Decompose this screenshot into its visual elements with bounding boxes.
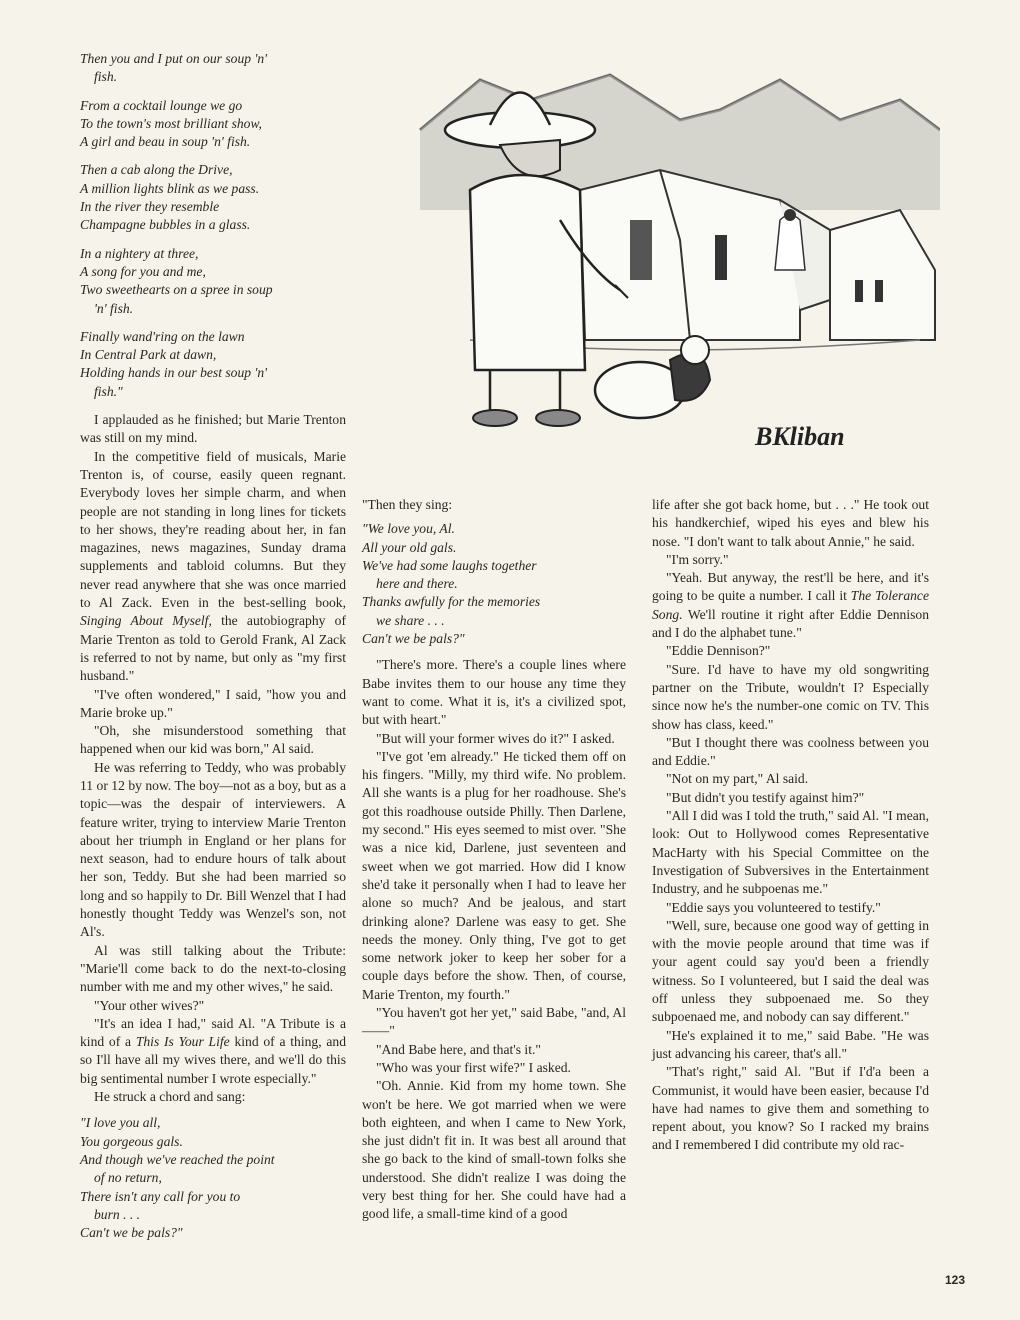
verse-line: And though we've reached the point bbox=[80, 1151, 275, 1167]
paragraph: "There's more. There's a couple lines where Babe invites them to our house any time they want to come. What it is, it's a civilized spot, but with heart." bbox=[362, 657, 626, 728]
verse-stanza bbox=[80, 50, 346, 87]
paragraph: "Your other wives?" bbox=[94, 997, 205, 1013]
verse-line: Then you and I put on our soup 'n' bbox=[80, 51, 268, 66]
verse-stanza bbox=[80, 328, 346, 401]
verse-line: You gorgeous gals. bbox=[80, 1133, 183, 1149]
verse-line: Champagne bubbles in a glass. bbox=[80, 217, 251, 233]
paragraph: "And Babe here, and that's it." bbox=[376, 1041, 541, 1057]
paragraph: "I'm sorry." bbox=[666, 551, 729, 567]
paragraph-text: We'll routine it right after Eddie Dennison and I do the alphabet tune." bbox=[652, 606, 929, 641]
song-lyrics bbox=[80, 1114, 346, 1242]
verse-stanza bbox=[80, 245, 346, 318]
verse-line: Holding hands in our best soup 'n' bbox=[80, 365, 268, 381]
paragraph: I applauded as he finished; but Marie Trenton was still on my mind. bbox=[80, 412, 346, 446]
paragraph: "Who was your first wife?" I asked. bbox=[376, 1059, 571, 1075]
paragraph-text: "It's an idea I had," said Al. "A Tribute is a kind of a bbox=[80, 1015, 346, 1050]
paragraph: He struck a chord and sang: bbox=[94, 1089, 246, 1105]
verse-line: burn . . . bbox=[94, 1206, 141, 1222]
verse-stanza bbox=[80, 161, 346, 234]
paragraph: "Sure. I'd have to have my old songwriting partner on the Tribute, wouldn't I? Especially since now he's the number-one comic on TV. This show has class, keed." bbox=[652, 661, 929, 732]
paragraph bbox=[80, 448, 346, 686]
paragraph: "Eddie says you volunteered to testify." bbox=[666, 899, 881, 915]
verse-line: "We love you, Al. bbox=[362, 521, 455, 537]
verse-line: Two sweethearts on a spree in soup bbox=[80, 282, 273, 298]
paragraph-text: kind of a thing, and so I'll have all my wives there, and we'll do this big sentimental number I wrote especially." bbox=[80, 1034, 346, 1086]
verse-line: We've had some laughs together bbox=[362, 557, 537, 573]
show-title: This Is Your Life bbox=[135, 1034, 230, 1050]
paragraph: life after she got back home, but . . ." He took out his handkerchief, wiped his eyes and blew his nose. "I don't want to talk about Annie," he said. bbox=[652, 497, 929, 549]
verse-line: Finally wand'ring on the lawn bbox=[80, 328, 245, 344]
paragraph: "Oh. Annie. Kid from my home town. She won't be here. We got married when we were both eighteen, and when I came to New York, she just didn't fit in. It was best all around that she go back to the kind of small-town folks she understood. She didn't realize I was doing the very best thing for her. She could have had a good life, a small-time kind of a good bbox=[362, 1078, 626, 1222]
paragraph: "Oh, she misunderstood something that happened when our kid was born," Al said. bbox=[80, 723, 346, 757]
paragraph: "That's right," said Al. "But if I'd'a been a Communist, it would have been easier, because I'd have had names to give them and something to repent about, you know? So I racked my brains and I remembered I did contribute my old rac- bbox=[652, 1064, 929, 1153]
paragraph: "You haven't got her yet," said Babe, "and, Al——" bbox=[362, 1005, 626, 1039]
verse-line: fish." bbox=[94, 383, 123, 399]
paragraph: "But will your former wives do it?" I asked. bbox=[376, 730, 615, 746]
paragraph bbox=[652, 569, 929, 642]
verse-line: A million lights blink as we pass. bbox=[80, 180, 260, 196]
paragraph bbox=[80, 1015, 346, 1088]
paragraph: "Well, sure, because one good way of getting in with the movie people around that time was if your agent could say you'd been a friendly witness. So I volunteered, but I said the deal was off unless they subpoenaed me. So they subpoenaed me, and nobody can say different." bbox=[652, 917, 929, 1025]
paragraph: "All I did was I told the truth," said Al. "I mean, look: Out to Hollywood comes Representative MacHarty with his Special Committee on the Investigation of Subversives in the Entertainment Industry, and he subpoenas me." bbox=[652, 808, 929, 897]
verse-line: Thanks awfully for the memories bbox=[362, 594, 541, 610]
verse-line: we share . . . bbox=[376, 612, 445, 628]
artist-signature: BKliban bbox=[755, 422, 845, 451]
paragraph: "Then they sing: bbox=[362, 497, 453, 512]
paragraph-text: In the competitive field of musicals, Marie Trenton is, of course, easily queen regnant. Everybody loves her simple charm, and when people are not standing in long lines for tickets to her shows, they're reading about her, in fan magazines, news magazines, Sunday drama supplements and tabloid columns. But they never read anywhere that she was once married to Al Zack. Even in the best-selling book, bbox=[80, 448, 346, 611]
verse-line: There isn't any call for you to bbox=[80, 1188, 241, 1204]
verse-line: From a cocktail lounge we go bbox=[80, 97, 243, 113]
verse-line: "I love you all, bbox=[80, 1115, 161, 1131]
book-title: Singing About Myself, bbox=[80, 613, 212, 629]
paragraph: "Eddie Dennison?" bbox=[666, 643, 771, 659]
verse-line: In Central Park at dawn, bbox=[80, 347, 217, 363]
paragraph: "He's explained it to me," said Babe. "He was just advancing his career, that's all." bbox=[652, 1027, 929, 1061]
verse-stanza bbox=[80, 97, 346, 152]
verse-line: Then a cab along the Drive, bbox=[80, 162, 233, 178]
paragraph-text: "Yeah. But anyway, the rest'll be here, and it's going to be quite a number. I call it bbox=[652, 570, 929, 604]
cartoon-drawing bbox=[360, 40, 940, 480]
verse-line: To the town's most brilliant show, bbox=[80, 115, 262, 131]
verse-line: Can't we be pals?" bbox=[362, 631, 465, 647]
paragraph: He was referring to Teddy, who was probably 11 or 12 by now. The boy—not as a boy, but as a topic—was the despair of interviewers. A feature writer, trying to interview Marie Trenton about her triumph in England or her plans for next season, had to endure hours of talk about her son, Teddy. But she had been married so long and so happily to Dr. Bill Wenzel that I had honestly thought Teddy was Wenzel's son, not Al's. bbox=[80, 759, 346, 940]
verse-line: All your old gals. bbox=[362, 539, 457, 555]
paragraph: "But didn't you testify against him?" bbox=[666, 789, 865, 805]
verse-line: A girl and beau in soup 'n' fish. bbox=[80, 134, 251, 150]
verse-line: Can't we be pals?" bbox=[80, 1225, 183, 1241]
paragraph: "But I thought there was coolness between you and Eddie." bbox=[652, 734, 929, 769]
verse-line: here and there. bbox=[376, 576, 458, 592]
paragraph-text: the autobiography of Marie Trenton as told to Gerold Frank, Al Zack is referred to not by name, but only as "my first husband." bbox=[80, 613, 346, 684]
verse-line: In the river they resemble bbox=[80, 199, 220, 215]
paragraph: "I've often wondered," I said, "how you and Marie broke up." bbox=[80, 686, 346, 720]
paragraph: Al was still talking about the Tribute: "Marie'll come back to do the next-to-closing number with me and my other wives," he said. bbox=[80, 942, 346, 995]
song-lyrics bbox=[362, 520, 626, 648]
cartoon-illustration bbox=[360, 40, 940, 480]
verse-line: fish. bbox=[94, 69, 118, 85]
verse-line: of no return, bbox=[94, 1170, 162, 1186]
text-column-3 bbox=[652, 496, 929, 1155]
paragraph: "I've got 'em already." He ticked them off on his fingers. "Milly, my third wife. No problem. All she wants is a plug for her roadhouse. She's got this roadhouse outside Philly. Then Darlene, my second." His eyes seemed to mist over. "She was a nice kid, Darlene, just seventeen and sweet when we got married. How did I know she'd take it personally when I had to leave her alone so much? And be jealous, and start drinking alone? Darlene was easy to get. She needs the money. Only thing, I've got to get some network joker to keep her sober for a couple days before the show. Then, of course, Marie Trenton, my fourth." bbox=[362, 748, 626, 1002]
verse-line: A song for you and me, bbox=[80, 263, 206, 279]
song-title: The Tolerance Song. bbox=[652, 588, 929, 622]
page-number: 123 bbox=[945, 1273, 966, 1287]
paragraph: "Not on my part," Al said. bbox=[666, 771, 809, 787]
text-column-2 bbox=[362, 496, 626, 1224]
text-column-1 bbox=[80, 50, 346, 1252]
verse-line: 'n' fish. bbox=[94, 300, 134, 316]
verse-line: In a nightery at three, bbox=[80, 245, 199, 261]
